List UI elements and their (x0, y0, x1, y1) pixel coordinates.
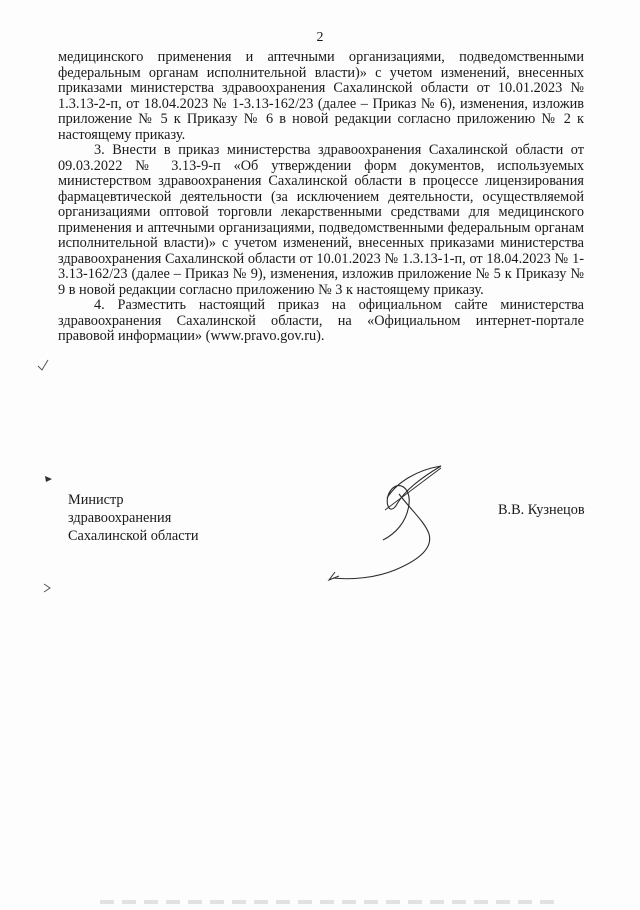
margin-mark (44, 474, 54, 484)
signer-position-line: здравоохранения (68, 510, 172, 526)
scan-edge-artifact (100, 900, 560, 904)
handwritten-signature (325, 460, 455, 585)
paragraph-item-4: 4. Разместить настоящий приказ на официальном сайте министерства здравоохранения Сахалинской области, на «Официальном интернет-портале правовой информации» (www.pravo.gov.ru). (58, 297, 584, 344)
paragraph-item-3: 3. Внести в приказ министерства здравоохранения Сахалинской области от 09.03.2022 № 3.13-9-п «Об утверждении форм документов, используемых министерством здравоохранения Сахалинской области в процессе лицензирования фармацевтической деятельности (за исключением деятельности, осуществляемой организациями оптовой торговли лекарственными средствами для медицинского применения и аптечными организациями, подведомственными федеральным органам исполнительной власти)» с учетом изменений, внесенных приказами министерства здравоохранения Сахалинской области от 10.01.2023 № 1.3.13-1-п, от 18.04.2023 № 1-3.13-162/23 (далее – Приказ № 9), изменения, изложив приложение № 5 к Приказу № 9 в новой редакции согласно приложению № 3 к настоящему приказу. (58, 142, 584, 298)
document-body (58, 50, 584, 345)
signer-position-line: Сахалинской области (68, 528, 199, 544)
signer-position-line: Министр (68, 492, 124, 508)
margin-mark (42, 582, 54, 594)
page-number: 2 (316, 30, 324, 45)
signer-position (68, 491, 198, 545)
signer-name: В.В. Кузнецов (498, 502, 585, 518)
margin-mark (36, 358, 50, 372)
paragraph-continuation: медицинского применения и аптечными организациями, подведомственными федеральным органам исполнительной власти)» с учетом изменений, внесенных приказами министерства здравоохранения Сахалинской области от 10.01.2023 № 1.3.13-2-п, от 18.04.2023 № 1-3.13-162/23 (далее – Приказ № 6), изменения, изложив приложение № 5 к Приказу № 6 в новой редакции согласно приложению № 2 к настоящему приказу. (58, 49, 584, 143)
